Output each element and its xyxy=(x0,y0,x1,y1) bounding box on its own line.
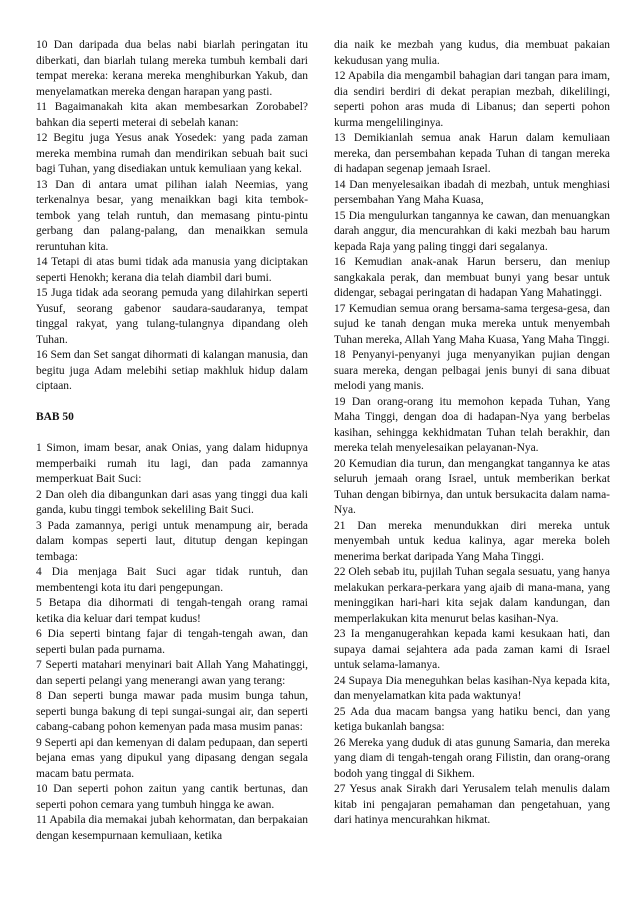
verse-paragraph: 26 Mereka yang duduk di atas gunung Samaria, dan mereka yang diam di tengah-tengah orang Filistin, dan orang-orang bodoh yang tinggal di Sikhem. xyxy=(334,736,610,780)
verse-paragraph: 18 Penyanyi-penyanyi juga menyanyikan pujian dengan suara mereka, dengan pelbagai jenis bunyi di sana dibuat melodi yang manis. xyxy=(334,349,610,392)
verse-paragraph: 11 Apabila dia memakai jubah kehormatan, dan berpakaian dengan kesempurnaan kemuliaan, ketika xyxy=(36,814,308,842)
verse-paragraph: 15 Juga tidak ada seorang pemuda yang dilahirkan seperti Yusuf, seorang gabenor saudara-saudaranya, tempat tinggal rakyat, yang tulang-tulangnya dipandang oleh Tuhan. xyxy=(36,287,308,346)
verse-paragraph: 7 Seperti matahari menyinari bait Allah Yang Mahatinggi, dan seperti pelangi yang menerangi awan yang terang: xyxy=(36,659,308,687)
verse-paragraph: 19 Dan orang-orang itu memohon kepada Tuhan, Yang Maha Tinggi, dengan doa di hadapan-Nya yang berbelas kasihan, sehingga kekhidmatan Tuhan telah berakhir, dan mereka telah menyelesaikan pelayanan-Nya. xyxy=(334,395,610,454)
verse-paragraph: 13 Demikianlah semua anak Harun dalam kemuliaan mereka, dan persembahan kepada Tuhan di tangan mereka di hadapan segenap jemaah Israel. xyxy=(334,132,610,175)
verse-paragraph: 1 Simon, imam besar, anak Onias, yang dalam hidupnya memperbaiki rumah itu lagi, dan pada zamannya memperkuat Bait Suci: xyxy=(36,442,308,485)
verse-paragraph: 20 Kemudian dia turun, dan mengangkat tangannya ke atas seluruh jemaah orang Israel, untuk memberikan berkat Tuhan dengan bibirnya, dan untuk bersukacita dalam nama-Nya. xyxy=(334,457,610,516)
verse-paragraph: 16 Kemudian anak-anak Harun berseru, dan meniup sangkakala perak, dan membuat bunyi yang besar untuk didengar, sebagai peringatan di hadapan Yang Mahatinggi. xyxy=(334,256,610,299)
chapter-heading: BAB 50 xyxy=(36,411,74,423)
verse-paragraph: 22 Oleh sebab itu, pujilah Tuhan segala sesuatu, yang hanya melakukan perkara-perkara yang ajaib di mana-mana, yang meninggikan hari-hari kita sejak dalam kandungan, dan memperlakukan kita menurut belas kasihan-Nya. xyxy=(334,566,610,625)
blank-line xyxy=(36,395,308,411)
verse-paragraph: 17 Kemudian semua orang bersama-sama tergesa-gesa, dan sujud ke tanah dengan muka mereka untuk menyembah Tuhan mereka, Allah Yang Maha Kuasa, Yang Maha Tinggi. xyxy=(334,302,610,346)
verse-paragraph: 9 Seperti api dan kemenyan di dalam pedupaan, dan seperti bejana emas yang dipukul yang dipasang dengan segala macam batu permata. xyxy=(36,736,308,780)
verse-paragraph: 12 Begitu juga Yesus anak Yosedek: yang pada zaman mereka membina rumah dan mendirikan sebuah bait suci bagi Tuhan, yang disediakan untuk kemuliaan yang kekal. xyxy=(36,132,308,175)
verse-paragraph: 25 Ada dua macam bangsa yang hatiku benci, dan yang ketiga bukanlah bangsa: xyxy=(334,705,610,733)
verse-paragraph: 16 Sem dan Set sangat dihormati di kalangan manusia, dan begitu juga Adam melebihi setiap makhluk hidup dalam ciptaan. xyxy=(36,349,308,392)
verse-paragraph: dia naik ke mezbah yang kudus, dia membuat pakaian kekudusan yang mulia. xyxy=(334,39,610,67)
left-column xyxy=(36,38,308,902)
verse-paragraph: 8 Dan seperti bunga mawar pada musim bunga tahun, seperti bunga bakung di tepi sungai-sungai air, dan seperti cabang-cabang pohon kemenyan pada masa musim panas: xyxy=(36,690,308,733)
verse-paragraph: 27 Yesus anak Sirakh dari Yerusalem telah menulis dalam kitab ini pengajaran pemahaman dan pengetahuan, yang dari hatinya mencurahkan hikmat. xyxy=(334,783,610,826)
verse-paragraph: 3 Pada zamannya, perigi untuk menampung air, berada dalam kompas seperti laut, ditutup dengan kepingan tembaga: xyxy=(36,519,308,563)
verse-paragraph: 6 Dia seperti bintang fajar di tengah-tengah awan, dan seperti bulan pada purnama. xyxy=(36,628,308,656)
verse-paragraph: 12 Apabila dia mengambil bahagian dari tangan para imam, dia sendiri berdiri di dekat perapian mezbah, dikelilingi, seperti pohon aras muda di Libanus; dan seperti pohon kurma mengelilinginya. xyxy=(334,70,610,129)
verse-paragraph: 15 Dia mengulurkan tangannya ke cawan, dan menuangkan darah anggur, dia mencurahkan di kaki mezbah bau harum kepada Raja yang paling tinggi dari segalanya. xyxy=(334,209,610,253)
verse-paragraph: 10 Dan daripada dua belas nabi biarlah peringatan itu diberkati, dan biarlah tulang mereka tumbuh kembali dari tempat mereka: kerana mereka menghiburkan Yakub, dan menyelamatkan mereka dengan harapan yang pasti. xyxy=(36,39,308,98)
verse-paragraph: 2 Dan oleh dia dibangunkan dari asas yang tinggi dua kali ganda, kubu tinggi tembok sekeliling Bait Suci. xyxy=(36,488,308,516)
blank-line xyxy=(36,426,308,442)
verse-paragraph: 5 Betapa dia dihormati di tengah-tengah orang ramai ketika dia keluar dari tempat kudus! xyxy=(36,597,308,625)
verse-paragraph: 10 Dan seperti pohon zaitun yang cantik bertunas, dan seperti pohon cemara yang tumbuh hingga ke awan. xyxy=(36,783,308,811)
verse-paragraph: 24 Supaya Dia meneguhkan belas kasihan-Nya kepada kita, dan menyelamatkan kita pada waktunya! xyxy=(334,674,610,702)
verse-paragraph: 23 Ia menganugerahkan kepada kami kesukaan hati, dan supaya damai sejahtera ada pada zaman kami di Israel untuk selama-lamanya. xyxy=(334,628,610,671)
verse-paragraph: 4 Dia menjaga Bait Suci agar tidak runtuh, dan membentengi kota itu dari pengepungan. xyxy=(36,566,308,594)
right-column xyxy=(334,38,610,902)
verse-paragraph: 14 Dan menyelesaikan ibadah di mezbah, untuk menghiasi persembahan Yang Maha Kuasa, xyxy=(334,178,610,206)
verse-paragraph: 21 Dan mereka menundukkan diri mereka untuk menyembah untuk kedua kalinya, agar mereka boleh menerima berkat daripada Yang Maha Tinggi. xyxy=(334,519,610,563)
verse-paragraph: 11 Bagaimanakah kita akan membesarkan Zorobabel? bahkan dia seperti meterai di sebelah kanan: xyxy=(36,101,308,129)
verse-paragraph: 14 Tetapi di atas bumi tidak ada manusia yang diciptakan seperti Henokh; kerana dia telah diambil dari bumi. xyxy=(36,256,308,284)
verse-paragraph: 13 Dan di antara umat pilihan ialah Neemias, yang terkenalnya besar, yang menaikkan bagi kita tembok-tembok yang telah runtuh, dan memasang pintu-pintu gerbang dan palang-palang, dan menaikkan semula reruntuhan kita. xyxy=(36,178,308,253)
